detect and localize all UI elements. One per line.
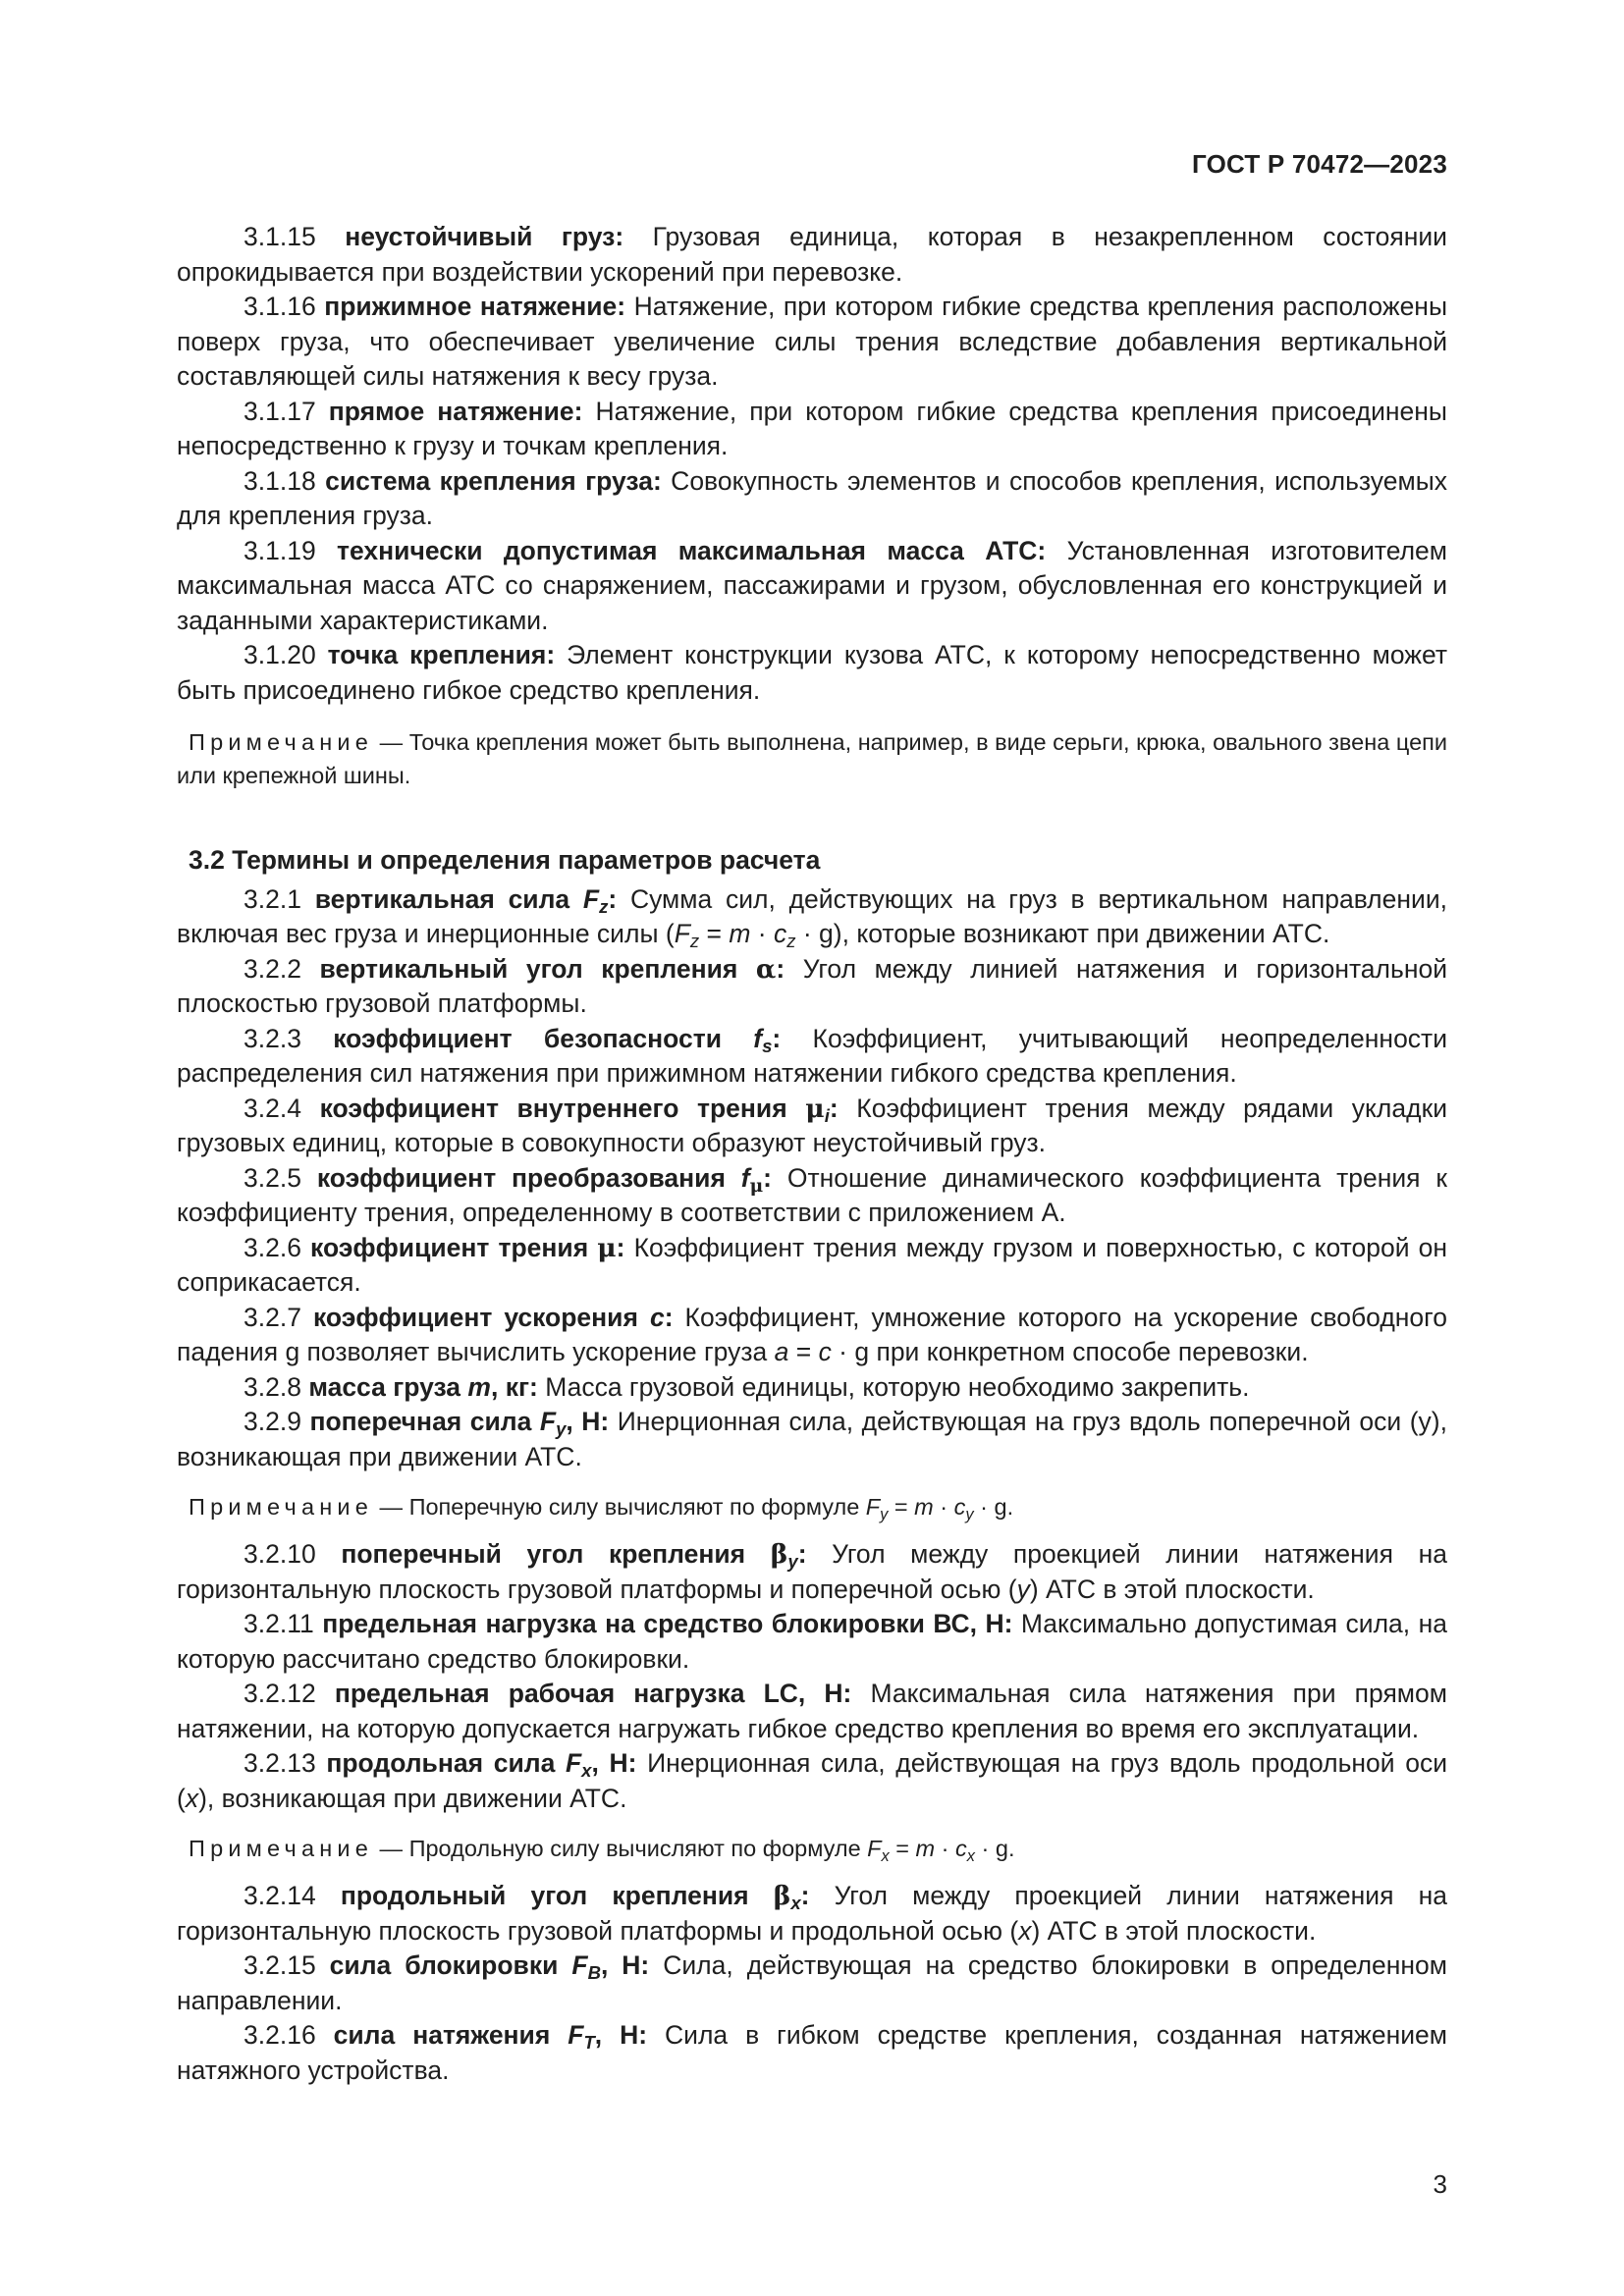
note-text: — Продольную силу вычисляют по формуле [373,1836,868,1861]
term-title: коэффициент трения [310,1232,598,1262]
term-definition-end: · g), которые возникают при движении АТС. [795,919,1330,948]
term-symbol-sub: x [790,1893,801,1913]
term-entry [177,220,1447,290]
formula-var: c [953,1494,966,1520]
term-colon: : [829,1093,839,1123]
term-number: 3.2.3 [244,1023,301,1053]
term-definition: Угол между проекцией линии натяжения на горизонтальную плоскость грузовой платформы и поперечной осью ( [177,1539,1447,1604]
note [177,725,1447,792]
term-definition: Совокупность элементов и способов крепления, используемых для крепления груза. [177,465,1447,530]
term-number: 3.1.19 [244,535,316,565]
formula-var: m [729,919,751,948]
term-definition: Отношение динамического коэффициента трения к коэффициенту трения, определенному в соответствии с приложением А. [177,1162,1447,1227]
term-entry [177,1607,1447,1677]
term-number: 3.2.5 [244,1162,301,1193]
term-definition: Натяжение, при котором гибкие средства крепления присоединены непосредственно к грузу и точкам крепления. [177,396,1447,460]
term-symbol: f [740,1162,750,1193]
term-symbol-sub: y [556,1418,567,1439]
term-entry [177,1677,1447,1746]
term-entry [177,638,1447,708]
term-definition: Сумма сил, действующих на груз в вертикальном направлении, включая вес груза и инерционные силы ( [177,883,1447,948]
formula-var: c [773,919,787,948]
term-definition: Масса грузовой единицы, которую необходимо закрепить. [537,1371,1250,1402]
formula-sub: y [965,1506,974,1523]
formula-var: F [867,1836,882,1861]
term-definition: Грузовая единица, которая в незакрепленном состоянии опрокидывается при воздействии ускорений при перевозке. [177,222,1447,287]
note-label: Примечание [189,729,374,755]
formula-var: a [774,1337,789,1366]
formula-sub: z [786,931,796,951]
term-title: точка крепления: [327,640,556,669]
term-number: 3.1.15 [244,222,316,251]
term-definition: Максимальная сила натяжения при прямом натяжении, на которую допускается нагружать гибкое средство крепления во время его эксплуатации. [177,1679,1447,1743]
term-definition-end: ) АТС в этой плоскости. [1029,1574,1315,1604]
term-title: продольная сила [326,1748,566,1778]
term-title: прижимное натяжение: [324,292,626,321]
note-text: — Точка крепления может быть выполнена, например, в виде серьги, крюка, овального звена цепи или крепежной шины. [177,729,1447,788]
term-number: 3.1.18 [244,465,316,496]
term-title: коэффициент внутреннего трения [319,1093,806,1123]
term-definition: Установленная изготовителем максимальная масса АТС со снаряжением, пассажирами и грузом, обусловленная его конструкцией и заданными характеристиками. [177,535,1447,635]
formula-var: m [914,1494,934,1520]
term-title: поперечная сила [309,1407,540,1436]
term-unit: , Н: [600,1950,650,1980]
term-number: 3.2.8 [244,1371,301,1402]
term-symbol: α [755,953,777,985]
note-label: Примечание [189,1494,374,1520]
term-title: масса груза [308,1371,468,1402]
term-definition-end: · g при конкретном способе перевозки. [831,1337,1309,1366]
formula-op: = [699,919,730,948]
term-entry [177,952,1447,1022]
term-symbol: β [773,1881,791,1911]
term-title: коэффициент безопасности [333,1023,754,1053]
term-entry [177,1949,1447,2018]
term-unit: , Н: [594,2020,648,2050]
term-definition: Угол между линией натяжения и горизонтальной плоскостью грузовой платформы. [177,953,1447,1018]
term-title: поперечный угол крепления [341,1539,771,1569]
term-entry [177,2018,1447,2088]
term-title: предельная рабочая нагрузка LC, Н: [334,1679,852,1708]
term-colon: : [664,1302,674,1332]
term-definition: Коэффициент трения между рядами укладки грузовых единиц, которые в совокупности образуют неустойчивый груз. [177,1093,1447,1157]
term-symbol-sub: s [762,1035,773,1056]
formula-op: · [935,1836,956,1861]
term-symbol: F [571,1950,588,1980]
formula-sub: x [966,1847,975,1865]
term-entry [177,1370,1447,1406]
term-symbol: μ [805,1093,825,1124]
term-entry [177,1879,1447,1949]
term-number: 3.2.2 [244,953,301,984]
formula-var: c [818,1337,832,1366]
term-entry [177,1231,1447,1301]
note [177,1832,1447,1865]
term-definition: Коэффициент трения между грузом и поверхностью, с которой он соприкасается. [177,1232,1447,1297]
term-number: 3.2.15 [244,1950,316,1980]
term-symbol: F [539,1407,557,1436]
term-number: 3.2.6 [244,1232,301,1262]
term-definition: Элемент конструкции кузова АТС, к которому непосредственно может быть присоединено гибкое средство крепления. [177,640,1447,705]
section-heading: 3.2 Термины и определения параметров расчета [189,845,821,875]
term-colon: : [608,883,618,914]
term-definition: Угол между проекцией линии натяжения на горизонтальную плоскость грузовой платформы и продольной осью ( [177,1881,1447,1946]
term-number: 3.2.13 [244,1748,316,1778]
page-number: 3 [1433,2169,1447,2199]
term-colon: : [797,1539,807,1569]
term-definition: Сила в гибком средстве крепления, созданная натяжением натяжного устройства. [177,2020,1447,2085]
term-definition: Коэффициент, учитывающий неопределенности распределения сил натяжения при прижимном натяжении гибкого средства крепления. [177,1023,1447,1088]
term-symbol: β [770,1539,788,1570]
term-symbol-sub: B [587,1962,601,1983]
term-symbol: F [568,2020,584,2050]
term-entry [177,1746,1447,1816]
term-definition: Сила, действующая на средство блокировки в определенном направлении. [177,1950,1448,2015]
term-symbol-sub: μ [749,1175,764,1197]
note-label: Примечание [189,1836,374,1861]
term-unit: , кг: [491,1371,538,1402]
note [177,1490,1447,1523]
term-colon: : [763,1162,772,1193]
term-colon: : [616,1232,625,1262]
formula-var: F [674,919,690,948]
term-number: 3.2.7 [244,1302,301,1332]
term-number: 3.2.11 [244,1609,314,1638]
term-entry [177,1537,1447,1607]
term-symbol-sub: T [583,2032,595,2053]
term-symbol-sub: x [581,1760,592,1781]
page-content [177,220,1447,2088]
term-title: система крепления груза: [325,465,662,496]
term-title: технически допустимая максимальная масса АТС: [337,535,1047,565]
formula-var: F [865,1494,881,1520]
term-title: продольный угол крепления [340,1881,774,1910]
term-symbol: F [565,1748,582,1778]
term-symbol-sub: y [787,1551,798,1572]
term-number: 3.2.9 [244,1407,301,1436]
term-number: 3.2.16 [244,2020,316,2050]
term-definition: Натяжение, при котором гибкие средства крепления расположены поверх груза, что обеспечивает увеличение силы трения вследствие добавления вертикальной составляющей силы натяжения к весу груза. [177,292,1447,391]
term-title: коэффициент преобразования [316,1162,741,1193]
term-title: сила натяжения [333,2020,568,2050]
term-definition: Инерционная сила, действующая на груз вдоль продольной оси ( [177,1748,1448,1813]
term-number: 3.2.1 [244,883,301,914]
term-title: коэффициент ускорения [312,1302,650,1332]
formula-var: c [955,1836,967,1861]
term-number: 3.1.16 [244,292,316,321]
term-entry [177,882,1447,952]
term-unit: , Н: [566,1407,610,1436]
term-title: вертикальная сила [314,883,583,914]
formula-var: y [1016,1574,1030,1604]
term-colon: : [776,953,785,984]
formula-sub: y [880,1506,889,1523]
term-entry [177,1092,1447,1161]
term-symbol: c [649,1302,665,1332]
term-definition-end: ) АТС в этой плоскости. [1031,1915,1317,1946]
term-number: 3.2.10 [244,1539,316,1569]
term-unit: , Н: [591,1748,637,1778]
term-number: 3.2.14 [244,1881,316,1910]
formula-op: = [888,1494,915,1520]
term-entry [177,1301,1447,1370]
term-entry [177,1161,1447,1231]
term-title: вертикальный угол крепления [319,953,756,984]
formula-op: = [788,1337,819,1366]
term-symbol: μ [597,1232,617,1263]
note-text: — Поперечную силу вычисляют по формуле [373,1494,866,1520]
term-definition-end: ), возникающая при движении АТС. [198,1783,627,1813]
term-title: прямое натяжение: [328,396,583,426]
term-number: 3.1.20 [244,640,316,669]
formula-var: m [915,1836,936,1861]
term-title: неустойчивый груз: [345,222,624,251]
formula-sub: x [881,1847,890,1865]
note-text-end: · g. [973,1494,1014,1520]
formula-sub: z [689,931,700,951]
term-number: 3.1.17 [244,396,316,426]
term-colon: : [800,1881,810,1910]
formula-var: x [185,1783,199,1813]
term-title: сила блокировки [329,1950,572,1980]
formula-op: = [889,1836,916,1861]
note-text-end: · g. [974,1836,1015,1861]
term-definition: Коэффициент, умножение которого на ускорение свободного падения g позволяет вычислить ускорение груза [177,1302,1447,1366]
term-entry [177,1405,1447,1474]
term-number: 3.2.12 [244,1679,316,1708]
term-definition: Максимально допустимая сила, на которую рассчитано средство блокировки. [177,1609,1447,1674]
term-symbol: m [467,1371,491,1402]
term-entry [177,1022,1447,1092]
term-title: предельная нагрузка на средство блокировки ВС, Н: [322,1609,1013,1638]
formula-op: · [750,919,774,948]
term-symbol: F [582,883,600,914]
term-entry [177,534,1447,639]
term-symbol-sub: i [824,1104,830,1126]
term-definition: Инерционная сила, действующая на груз вдоль поперечной оси (у), возникающая при движении АТС. [177,1407,1447,1471]
term-entry [177,290,1447,395]
term-symbol: f [753,1023,763,1053]
formula-var: x [1018,1915,1032,1946]
term-number: 3.2.4 [244,1093,301,1123]
term-colon: : [772,1023,782,1053]
term-entry [177,395,1447,464]
standard-header: ГОСТ Р 70472—2023 [1192,149,1447,179]
term-entry [177,464,1447,534]
formula-op: · [933,1494,954,1520]
term-symbol-sub: z [599,895,609,917]
